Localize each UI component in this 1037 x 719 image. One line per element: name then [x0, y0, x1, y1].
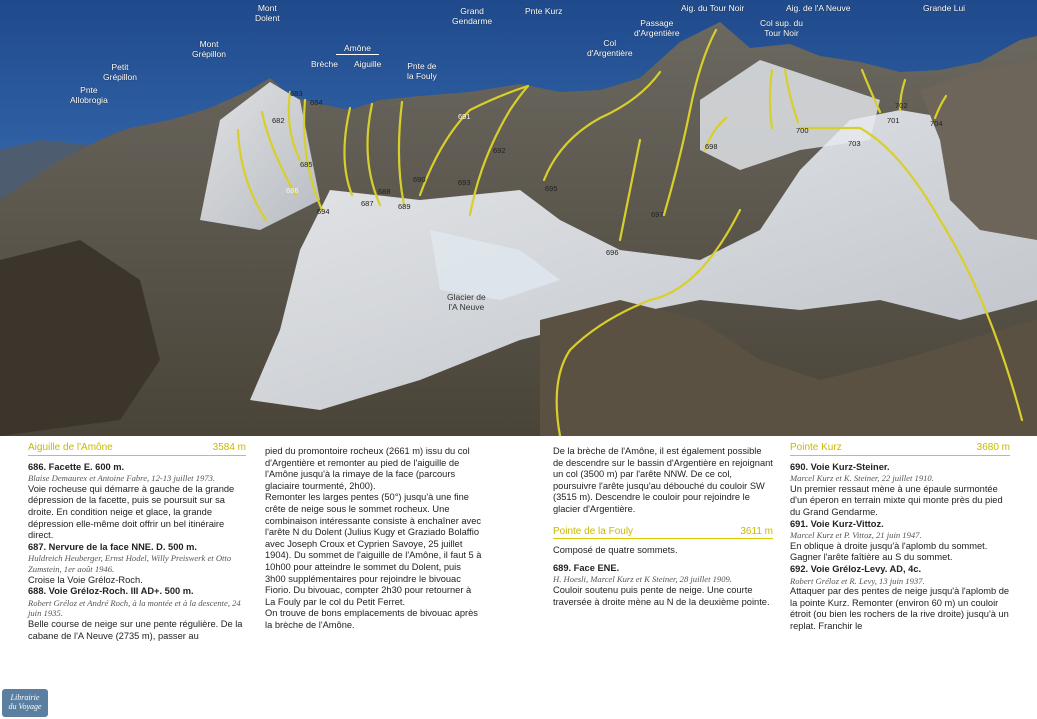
route-number: 685	[300, 160, 313, 169]
route-689-title: 689. Face ENE.	[553, 562, 620, 573]
section-header-fouly	[553, 526, 773, 540]
guide-text	[0, 436, 1037, 719]
section-title: Pointe Kurz	[790, 442, 842, 453]
amone-descent-text: De la brèche de l'Amône, il est également possible de descendre sur le bassin d'Argentière en rejoignant un col (3500 m) par l'arête NNW. De ce col, poursuivre l'arête jusqu'au débouché du couloir SW (3515 m). Descendre le couloir pour rejoindre le glacier d'Argentière.	[553, 446, 773, 514]
route-688-description-cont2: Remonter les larges pentes (50°) jusqu'à une fine crête de neige sous le sommet rocheux. Une combinaison intéressante consiste à enchaîner avec l'arête N du Dolent (Julius Kugy et Graziado Bolaffio avec Joseph Croux et Cyprien Savoye, 25 juillet 1904). Du sommet de l'aiguille de l'Amône, il faut 5 à 10h00 pour atteindre le sommet du Dolent, puis 3h00 supplémentaires pour rejoindre le bivouac Fiorio. Du bivouac, compter 2h30 pour retourner à La Fouly par le col du Petit Ferret.	[265, 492, 482, 607]
route-number: 694	[317, 207, 330, 216]
peak-label-grand-gendarme: Grand Gendarme	[452, 6, 493, 26]
route-688-title: 688. Voie Gréloz-Roch. III AD+. 500 m.	[28, 586, 194, 597]
section-header-amone	[28, 442, 246, 456]
route-690-authors: Marcel Kurz et K. Steiner, 22 juillet 1910.	[790, 473, 934, 484]
peak-label-tour-noir: Aig. du Tour Noir	[681, 3, 745, 13]
route-691-title: 691. Voie Kurz-Vittoz.	[790, 518, 884, 529]
route-689-authors: H. Hoesli, Marcel Kurz et K Steiner, 28 juillet 1909.	[553, 574, 732, 585]
route-688-description: Belle course de neige sur une pente régulière. De la cabane de l'A Neuve (2735 m), passer au	[28, 618, 243, 641]
route-number: 693	[458, 178, 471, 187]
route-number: 691	[458, 112, 471, 121]
route-687-authors: Huldreich Heuberger, Ernst Hodel, Willy Preiswerk et Otto Zumstein, 1er août 1946.	[28, 553, 232, 574]
route-number: 689	[398, 202, 411, 211]
route-number: 702	[895, 101, 908, 110]
column-3	[553, 446, 773, 608]
section-altitude: 3611 m	[740, 525, 773, 537]
section-title: Aiguille de l'Amône	[28, 442, 113, 453]
peak-label-allobrogia: Pnte Allobrogia	[70, 85, 108, 105]
librairie-logo: Librairie du Voyage	[2, 689, 48, 717]
peak-label-petit-grepillon: Petit Grépillon	[103, 62, 138, 82]
section-header-kurz	[790, 442, 1010, 456]
route-number: 686	[286, 186, 299, 195]
peak-label-mont-grepillon: Mont Grépillon	[192, 39, 227, 59]
route-number: 697	[651, 210, 664, 219]
route-690-title: 690. Voie Kurz-Steiner.	[790, 461, 890, 472]
peak-label-amone: Amône	[336, 44, 379, 55]
route-number: 683	[290, 89, 303, 98]
route-690-description: Un premier ressaut mène à une épaule surmontée d'un éperon en terrain mixte qui monte près du pied du Grand Gendarme.	[790, 483, 1003, 517]
peak-label-fouly: Pnte de la Fouly	[407, 61, 437, 81]
glacier-label: Glacier de l'A Neuve	[447, 292, 486, 312]
route-692-title: 692. Voie Gréloz-Levy. AD, 4c.	[790, 563, 922, 574]
peak-label-passage-argentiere: Passage d'Argentière	[634, 18, 680, 38]
route-686-authors: Blaise Demaurex et Antoine Fabre, 12-13 juillet 1973.	[28, 473, 216, 484]
section-altitude: 3680 m	[976, 442, 1010, 453]
route-number: 690	[413, 175, 426, 184]
route-688-description-cont3: On trouve de bons emplacements de bivouac après la brèche de l'Amône.	[265, 608, 478, 630]
section-altitude: 3584 m	[212, 442, 246, 453]
route-number: 692	[493, 146, 506, 155]
route-number: 695	[545, 184, 558, 193]
route-692-authors: Robert Gréloz et R. Levy, 13 juin 1937.	[790, 575, 925, 586]
route-687-title: 687. Nervure de la face NNE. D. 500 m.	[28, 541, 197, 552]
peak-label-breche: Brèche	[311, 59, 338, 69]
fouly-intro: Composé de quatre sommets.	[553, 545, 678, 556]
peak-label-neuve: Aig. de l'A Neuve	[786, 3, 851, 13]
route-number: 701	[887, 116, 900, 125]
route-number: 687	[361, 199, 374, 208]
route-number: 684	[310, 98, 323, 107]
route-number: 704	[930, 119, 943, 128]
peak-label-kurz: Pnte Kurz	[525, 6, 563, 16]
peak-label-aiguille: Aiguille	[354, 59, 382, 69]
route-number: 682	[272, 116, 285, 125]
route-number: 696	[606, 248, 619, 257]
column-4	[790, 442, 1010, 633]
route-number: 700	[796, 126, 809, 135]
route-691-authors: Marcel Kurz et P. Vittoz, 21 juin 1947.	[790, 530, 922, 541]
route-689-description: Couloir soutenu puis pente de neige. Une courte traversée à droite mène au N de la deuxième pointe.	[553, 584, 770, 607]
peak-label-col-sup-tour-noir: Col sup. du Tour Noir	[760, 18, 803, 38]
route-691-description: En oblique à droite jusqu'à l'aplomb du sommet. Gagner l'arête faîtière au S du sommet.	[790, 540, 988, 563]
peak-label-col-argentiere: Col d'Argentière	[587, 38, 633, 58]
route-number: 703	[848, 139, 861, 148]
column-1	[28, 442, 246, 642]
route-688-description-cont: pied du promontoire rocheux (2661 m) issu du col d'Argentière et remonter au pied de l'aiguille de l'Amône jusqu'à la rimaye de la face (parcours glaciaire tourmenté, 2h00).	[265, 446, 470, 491]
route-number: 688	[378, 187, 391, 196]
route-686-title: 686. Facette E. 600 m.	[28, 461, 125, 472]
route-686-description: Voie rocheuse qui démarre à gauche de la grande dépression de la facette, puis se poursuit sur sa droite. En condition neige et glace, la grande dépression elle-même doit offrir un bel itinéraire direct.	[28, 483, 235, 541]
route-number: 698	[705, 142, 718, 151]
route-688-authors: Robert Gréloz et André Roch, à la montée et à la descente, 24 juin 1935.	[28, 597, 241, 619]
peak-label-mont-dolent: Mont Dolent	[255, 3, 280, 23]
section-title: Pointe de la Fouly	[553, 525, 634, 537]
column-2	[265, 446, 483, 632]
route-687-description: Croise la Voie Gréloz-Roch.	[28, 574, 143, 585]
peak-label-grande-lui: Grande Lui	[923, 3, 966, 13]
route-692-description: Attaquer par des pentes de neige jusqu'à l'aplomb de la pointe Kurz. Remonter (environ 60 m) un couloir étroit (ou bien les rochers de la rive droite) jusqu'à un replat. Franchir le	[790, 586, 1010, 631]
